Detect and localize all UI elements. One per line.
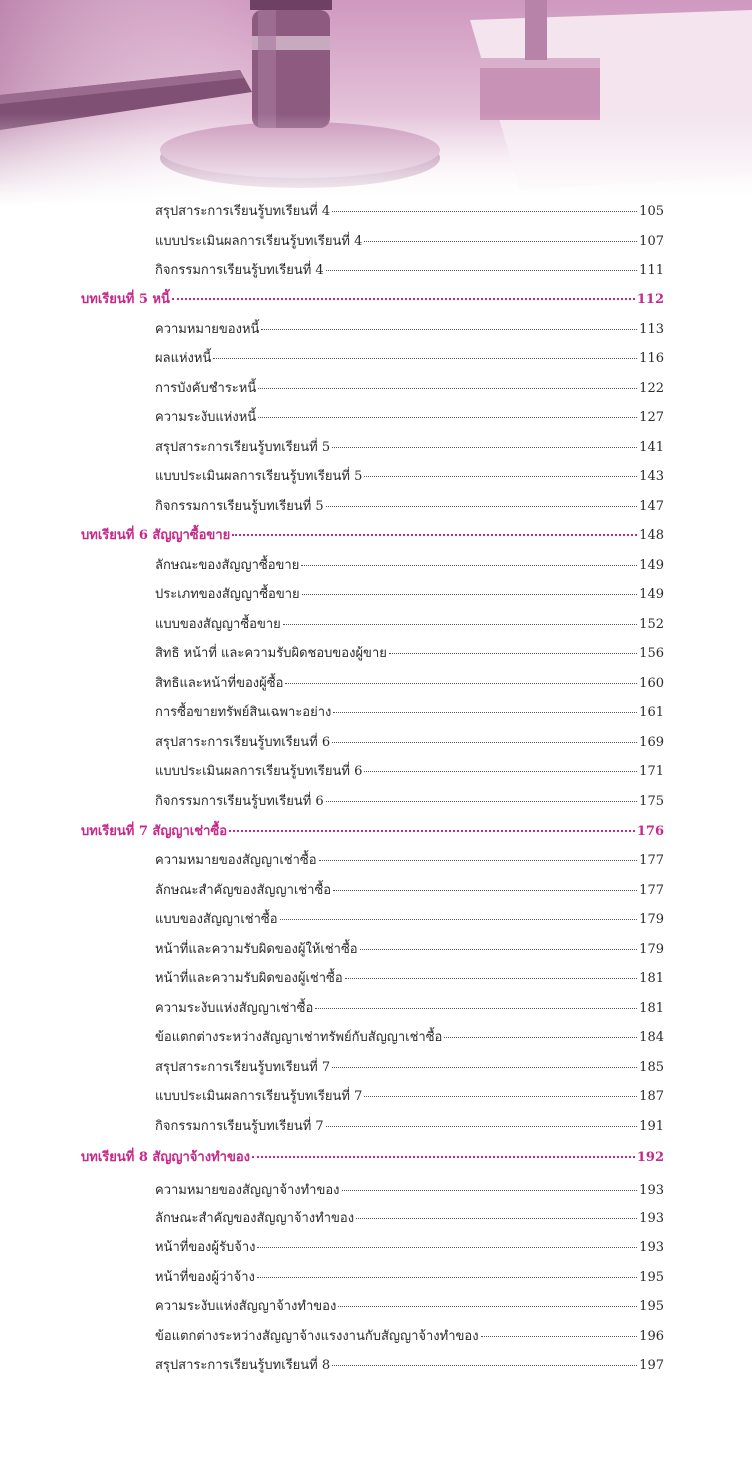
- toc-entry-title: แบบประเมินผลการเรียนรู้บทเรียนที่ 6: [155, 764, 363, 779]
- toc-entry-title: ข้อแตกต่างระหว่างสัญญาจ้างแรงงานกับสัญญาจ้างทำของ: [155, 1329, 479, 1344]
- dot-leader: [257, 1247, 637, 1248]
- toc-entry-title: แบบประเมินผลการเรียนรู้บทเรียนที่ 5: [155, 469, 363, 484]
- dot-leader: [345, 978, 638, 979]
- toc-entry-title: ประเภทของสัญญาซื้อขาย: [155, 587, 300, 602]
- toc-entry-title: หน้าที่และความรับผิดของผู้เช่าซื้อ: [155, 971, 343, 986]
- toc-entry-title: หน้าที่และความรับผิดของผู้ให้เช่าซื้อ: [155, 942, 358, 957]
- toc-entry-title: ความระงับแห่งสัญญาเช่าซื้อ: [155, 1001, 314, 1016]
- toc-entry[interactable]: [155, 1183, 664, 1199]
- dot-leader: [258, 388, 637, 389]
- header-banner: [0, 0, 752, 205]
- dot-leader: [332, 211, 637, 212]
- toc-entry-page: 187: [639, 1089, 664, 1104]
- toc-entry-page: 149: [639, 587, 664, 602]
- toc-entry-page: 195: [639, 1299, 664, 1314]
- toc-entry-title: การบังคับชำระหนี้: [155, 381, 257, 396]
- toc-entry[interactable]: [155, 912, 664, 928]
- toc-entry-title: การซื้อขายทรัพย์สินเฉพาะอย่าง: [155, 705, 332, 720]
- dot-leader: [356, 1218, 637, 1219]
- dot-leader: [229, 830, 635, 832]
- dot-leader: [261, 329, 637, 330]
- dot-leader: [302, 594, 638, 595]
- toc-entry[interactable]: [155, 794, 664, 810]
- dot-leader: [364, 241, 637, 242]
- dot-leader: [342, 1190, 638, 1191]
- toc-entry-title: ลักษณะสำคัญของสัญญาเช่าซื้อ: [155, 883, 332, 898]
- toc-entry[interactable]: [155, 764, 664, 780]
- dot-leader: [232, 534, 637, 536]
- dot-leader: [283, 624, 637, 625]
- toc-entry-title: ความระงับแห่งหนี้: [155, 410, 257, 425]
- toc-entry-page: 179: [639, 942, 664, 957]
- toc-chapter-title: บทเรียนที่ 5 หนี้: [81, 292, 170, 307]
- toc-chapter[interactable]: [81, 528, 664, 544]
- dot-leader: [301, 565, 637, 566]
- toc-entry[interactable]: [155, 617, 664, 633]
- dot-leader: [332, 1067, 637, 1068]
- toc-entry-title: หน้าที่ของผู้ว่าจ้าง: [155, 1270, 255, 1285]
- toc-entry-page: 116: [639, 351, 664, 366]
- toc-entry[interactable]: [155, 705, 664, 721]
- toc-chapter-page: 192: [636, 1150, 664, 1165]
- toc-entry-page: 191: [639, 1119, 664, 1134]
- toc-entry-page: 143: [639, 469, 664, 484]
- toc-entry[interactable]: [155, 263, 664, 279]
- toc-entry[interactable]: [155, 646, 664, 662]
- dot-leader: [319, 860, 638, 861]
- toc-entry-title: สิทธิ หน้าที่ และความรับผิดชอบของผู้ขาย: [155, 646, 387, 661]
- toc-chapter-title: บทเรียนที่ 7 สัญญาเช่าซื้อ: [81, 824, 228, 839]
- toc-entry[interactable]: [155, 1030, 664, 1046]
- toc-entry[interactable]: [155, 440, 664, 456]
- toc-entry[interactable]: [155, 381, 664, 397]
- toc-entry[interactable]: [155, 322, 664, 338]
- toc-entry-page: 152: [639, 617, 664, 632]
- toc-chapter[interactable]: [81, 824, 664, 840]
- dot-leader: [326, 1126, 637, 1127]
- toc-entry-page: 156: [639, 646, 664, 661]
- toc-entry[interactable]: [155, 1299, 664, 1315]
- toc-entry-title: ข้อแตกต่างระหว่างสัญญาเช่าทรัพย์กับสัญญาเช่าซื้อ: [155, 1030, 443, 1045]
- toc-entry-title: สิทธิและหน้าที่ของผู้ซื้อ: [155, 676, 284, 691]
- toc-entry-title: แบบประเมินผลการเรียนรู้บทเรียนที่ 4: [155, 234, 363, 249]
- toc-entry-title: หน้าที่ของผู้รับจ้าง: [155, 1240, 256, 1255]
- dot-leader: [326, 506, 637, 507]
- toc-entry[interactable]: [155, 558, 664, 574]
- toc-entry-page: 171: [639, 764, 664, 779]
- dot-leader: [332, 742, 637, 743]
- toc-entry[interactable]: [155, 676, 664, 692]
- toc-entry-page: 141: [639, 440, 664, 455]
- toc-entry-page: 113: [639, 322, 664, 337]
- toc-entry-title: ลักษณะสำคัญของสัญญาจ้างทำของ: [155, 1211, 355, 1226]
- toc-chapter-page: 148: [639, 528, 664, 543]
- dot-leader: [389, 653, 637, 654]
- toc-entry-page: 193: [639, 1183, 664, 1198]
- toc-entry-page: 161: [639, 705, 664, 720]
- toc-entry-title: สรุปสาระการเรียนรู้บทเรียนที่ 4: [155, 204, 331, 219]
- toc-entry-title: แบบของสัญญาเช่าซื้อ: [155, 912, 278, 927]
- toc-entry[interactable]: [155, 1240, 664, 1256]
- toc-entry-page: 175: [639, 794, 664, 809]
- dot-leader: [213, 358, 637, 359]
- toc-entry-page: 111: [639, 263, 664, 278]
- toc-entry-page: 181: [639, 1001, 664, 1016]
- toc-entry[interactable]: [155, 410, 664, 426]
- toc-entry[interactable]: [155, 735, 664, 751]
- dot-leader: [332, 447, 637, 448]
- dot-leader: [315, 1008, 637, 1009]
- toc-entry-page: 169: [639, 735, 664, 750]
- toc-entry-title: แบบประเมินผลการเรียนรู้บทเรียนที่ 7: [155, 1089, 363, 1104]
- toc-entry-page: 193: [639, 1211, 664, 1226]
- dot-leader: [258, 417, 637, 418]
- toc-entry-page: 195: [639, 1270, 664, 1285]
- toc-entry-title: สรุปสาระการเรียนรู้บทเรียนที่ 6: [155, 735, 331, 750]
- toc-entry[interactable]: [155, 1270, 664, 1286]
- toc-entry-title: สรุปสาระการเรียนรู้บทเรียนที่ 7: [155, 1060, 331, 1075]
- dot-leader: [257, 1277, 637, 1278]
- toc-entry-page: 184: [639, 1030, 664, 1045]
- toc-entry-page: 147: [639, 499, 664, 514]
- toc-entry-page: 196: [639, 1329, 664, 1344]
- dot-leader: [332, 1365, 637, 1366]
- toc-entry-page: 122: [639, 381, 664, 396]
- dot-leader: [364, 771, 637, 772]
- toc-entry[interactable]: [155, 1329, 664, 1345]
- toc-entry-page: 149: [639, 558, 664, 573]
- toc-chapter[interactable]: [81, 292, 664, 308]
- toc-entry-page: 179: [639, 912, 664, 927]
- toc-entry-page: 160: [639, 676, 664, 691]
- toc-entry-title: ผลแห่งหนี้: [155, 351, 212, 366]
- toc-entry-title: ความระงับแห่งสัญญาจ้างทำของ: [155, 1299, 337, 1314]
- toc-entry-title: สรุปสาระการเรียนรู้บทเรียนที่ 8: [155, 1358, 331, 1373]
- dot-leader: [481, 1336, 638, 1337]
- dot-leader: [444, 1037, 637, 1038]
- dot-leader: [338, 1306, 637, 1307]
- dot-leader: [333, 712, 637, 713]
- toc-entry[interactable]: [155, 1089, 664, 1105]
- toc-entry-title: ความหมายของสัญญาเช่าซื้อ: [155, 853, 317, 868]
- toc-chapter-page: 176: [636, 824, 664, 839]
- dot-leader: [364, 1096, 637, 1097]
- dot-leader: [326, 801, 637, 802]
- toc-entry-title: กิจกรรมการเรียนรู้บทเรียนที่ 7: [155, 1119, 324, 1134]
- toc-entry-page: 127: [639, 410, 664, 425]
- dot-leader: [280, 919, 638, 920]
- toc-entry-title: ความหมายของสัญญาจ้างทำของ: [155, 1183, 340, 1198]
- toc-entry-title: แบบของสัญญาซื้อขาย: [155, 617, 281, 632]
- toc-entry[interactable]: [155, 971, 664, 987]
- toc-entry[interactable]: [155, 1358, 664, 1374]
- toc-entry[interactable]: [155, 1211, 664, 1227]
- dot-leader: [326, 270, 637, 271]
- toc-entry-title: กิจกรรมการเรียนรู้บทเรียนที่ 6: [155, 794, 324, 809]
- toc-chapter-title: บทเรียนที่ 8 สัญญาจ้างทำของ: [81, 1150, 250, 1165]
- toc-entry-title: สรุปสาระการเรียนรู้บทเรียนที่ 5: [155, 440, 331, 455]
- toc-entry[interactable]: [155, 942, 664, 958]
- toc-entry[interactable]: [155, 234, 664, 250]
- toc-entry-page: 185: [639, 1060, 664, 1075]
- toc-entry[interactable]: [155, 351, 664, 367]
- toc-entry[interactable]: [155, 469, 664, 485]
- toc-entry-title: ลักษณะของสัญญาซื้อขาย: [155, 558, 300, 573]
- toc-entry[interactable]: [155, 499, 664, 515]
- dot-leader: [333, 890, 637, 891]
- toc-entry-page: 197: [639, 1358, 664, 1373]
- toc-entry[interactable]: [155, 853, 664, 869]
- dot-leader: [172, 298, 635, 300]
- dot-leader: [364, 476, 637, 477]
- toc-entry-page: 181: [639, 971, 664, 986]
- toc-entry[interactable]: [155, 1119, 664, 1135]
- toc-entry[interactable]: [155, 587, 664, 603]
- toc-entry-title: ความหมายของหนี้: [155, 322, 260, 337]
- dot-leader: [252, 1156, 635, 1158]
- toc-entry[interactable]: [155, 1060, 664, 1076]
- dot-leader: [360, 949, 638, 950]
- toc-entry-page: 177: [639, 853, 664, 868]
- toc-entry[interactable]: [155, 883, 664, 899]
- toc-entry[interactable]: [155, 204, 664, 220]
- toc-entry-title: กิจกรรมการเรียนรู้บทเรียนที่ 4: [155, 263, 324, 278]
- toc-chapter-page: 112: [636, 292, 664, 307]
- toc-entry[interactable]: [155, 1001, 664, 1017]
- toc-chapter-title: บทเรียนที่ 6 สัญญาซื้อขาย: [81, 528, 231, 543]
- toc-chapter[interactable]: [81, 1150, 664, 1166]
- toc-entry-page: 177: [639, 883, 664, 898]
- dot-leader: [285, 683, 637, 684]
- toc-entry-title: กิจกรรมการเรียนรู้บทเรียนที่ 5: [155, 499, 324, 514]
- toc-entry-page: 107: [639, 234, 664, 249]
- gavel-icon: [0, 0, 752, 205]
- toc-entry-page: 105: [639, 204, 664, 219]
- toc-entry-page: 193: [639, 1240, 664, 1255]
